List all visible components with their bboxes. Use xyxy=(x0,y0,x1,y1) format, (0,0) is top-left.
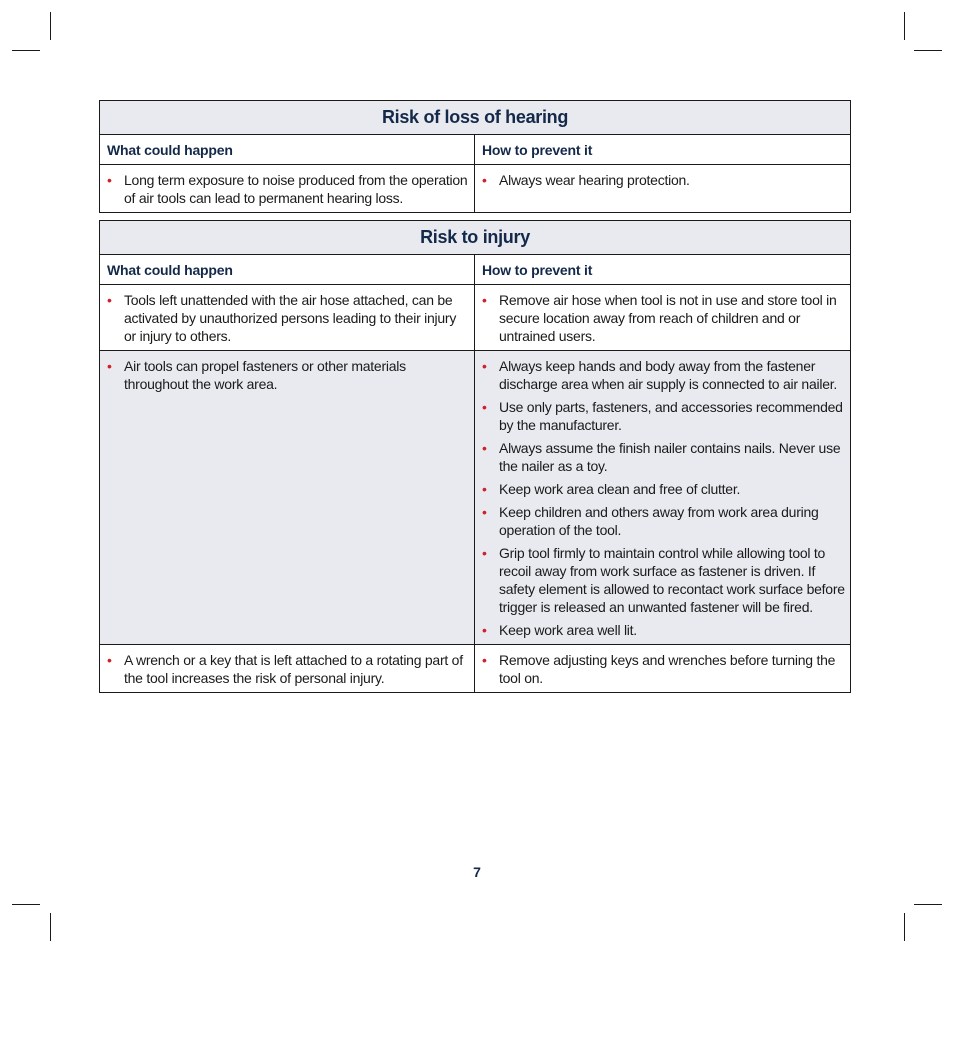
bullet-list xyxy=(107,651,470,687)
bullet-icon: • xyxy=(107,358,112,374)
list-item xyxy=(107,171,470,207)
list-item-text: Keep work area clean and free of clutter. xyxy=(499,481,741,497)
how-to-prevent-cell xyxy=(475,165,851,213)
list-item xyxy=(482,291,846,345)
list-item xyxy=(482,621,846,639)
what-could-happen-cell xyxy=(100,285,475,351)
list-item-text: Keep work area well lit. xyxy=(499,622,637,638)
crop-mark-top-right-horizontal xyxy=(914,50,942,51)
bullet-list xyxy=(107,357,470,393)
list-item-text: Remove air hose when tool is not in use and store tool in secure location away from reach of children and or untrained users. xyxy=(499,292,837,344)
table-row xyxy=(100,351,851,645)
injury-col-right-header: How to prevent it xyxy=(475,255,851,285)
list-item-text: Remove adjusting keys and wrenches before turning the tool on. xyxy=(499,652,836,686)
bullet-icon: • xyxy=(482,652,487,668)
list-item-text: Always assume the finish nailer contains nails. Never use the nailer as a toy. xyxy=(499,440,841,474)
crop-mark-bottom-left-horizontal xyxy=(12,904,40,905)
injury-table-title: Risk to injury xyxy=(100,221,851,255)
crop-mark-bottom-right-horizontal xyxy=(914,904,942,905)
injury-table-body xyxy=(100,285,851,693)
list-item xyxy=(482,357,846,393)
list-item xyxy=(107,291,470,345)
bullet-list xyxy=(107,291,470,345)
list-item xyxy=(482,503,846,539)
how-to-prevent-cell xyxy=(475,351,851,645)
list-item xyxy=(482,398,846,434)
what-could-happen-cell xyxy=(100,351,475,645)
hearing-table-body xyxy=(100,165,851,213)
what-could-happen-cell xyxy=(100,165,475,213)
list-item-text: A wrench or a key that is left attached to a rotating part of the tool increases the risk of personal injury. xyxy=(124,652,463,686)
list-item-text: Keep children and others away from work area during operation of the tool. xyxy=(499,504,819,538)
how-to-prevent-cell xyxy=(475,645,851,693)
bullet-list xyxy=(482,291,846,345)
bullet-icon: • xyxy=(107,652,112,668)
table-row xyxy=(100,165,851,213)
injury-risk-table xyxy=(99,220,851,693)
list-item xyxy=(482,544,846,616)
list-item xyxy=(107,651,470,687)
bullet-icon: • xyxy=(482,504,487,520)
list-item xyxy=(482,439,846,475)
list-item-text: Always wear hearing protection. xyxy=(499,172,690,188)
how-to-prevent-cell xyxy=(475,285,851,351)
crop-mark-top-left-horizontal xyxy=(12,50,40,51)
bullet-icon: • xyxy=(482,545,487,561)
hearing-risk-table xyxy=(99,100,851,213)
bullet-list xyxy=(482,357,846,639)
list-item-text: Tools left unattended with the air hose attached, can be activated by unauthorized persons leading to their injury or injury to others. xyxy=(124,292,457,344)
crop-mark-bottom-left-vertical xyxy=(50,913,51,941)
hearing-table-title: Risk of loss of hearing xyxy=(100,101,851,135)
crop-mark-top-left-vertical xyxy=(50,12,51,40)
list-item-text: Air tools can propel fasteners or other materials throughout the work area. xyxy=(124,358,406,392)
crop-mark-top-right-vertical xyxy=(904,12,905,40)
bullet-list xyxy=(482,171,846,189)
bullet-icon: • xyxy=(107,292,112,308)
bullet-icon: • xyxy=(482,172,487,188)
bullet-icon: • xyxy=(482,358,487,374)
bullet-icon: • xyxy=(482,292,487,308)
bullet-icon: • xyxy=(482,622,487,638)
bullet-icon: • xyxy=(482,481,487,497)
list-item xyxy=(482,651,846,687)
bullet-icon: • xyxy=(482,440,487,456)
injury-col-left-header: What could happen xyxy=(100,255,475,285)
what-could-happen-cell xyxy=(100,645,475,693)
table-row xyxy=(100,645,851,693)
list-item xyxy=(107,357,470,393)
crop-mark-bottom-right-vertical xyxy=(904,913,905,941)
list-item-text: Grip tool firmly to maintain control while allowing tool to recoil away from work surface as fastener is driven. If safety element is allowed to recontact work surface before trigger is released an unwanted fastener will be fired. xyxy=(499,545,845,615)
list-item xyxy=(482,171,846,189)
table-row xyxy=(100,285,851,351)
hearing-col-left-header: What could happen xyxy=(100,135,475,165)
bullet-list xyxy=(482,651,846,687)
list-item-text: Long term exposure to noise produced from the operation of air tools can lead to permanent hearing loss. xyxy=(124,172,468,206)
page-number: 7 xyxy=(473,864,481,880)
list-item xyxy=(482,480,846,498)
bullet-icon: • xyxy=(482,399,487,415)
bullet-icon: • xyxy=(107,172,112,188)
list-item-text: Always keep hands and body away from the fastener discharge area when air supply is connected to air nailer. xyxy=(499,358,838,392)
hearing-col-right-header: How to prevent it xyxy=(475,135,851,165)
list-item-text: Use only parts, fasteners, and accessories recommended by the manufacturer. xyxy=(499,399,843,433)
bullet-list xyxy=(107,171,470,207)
